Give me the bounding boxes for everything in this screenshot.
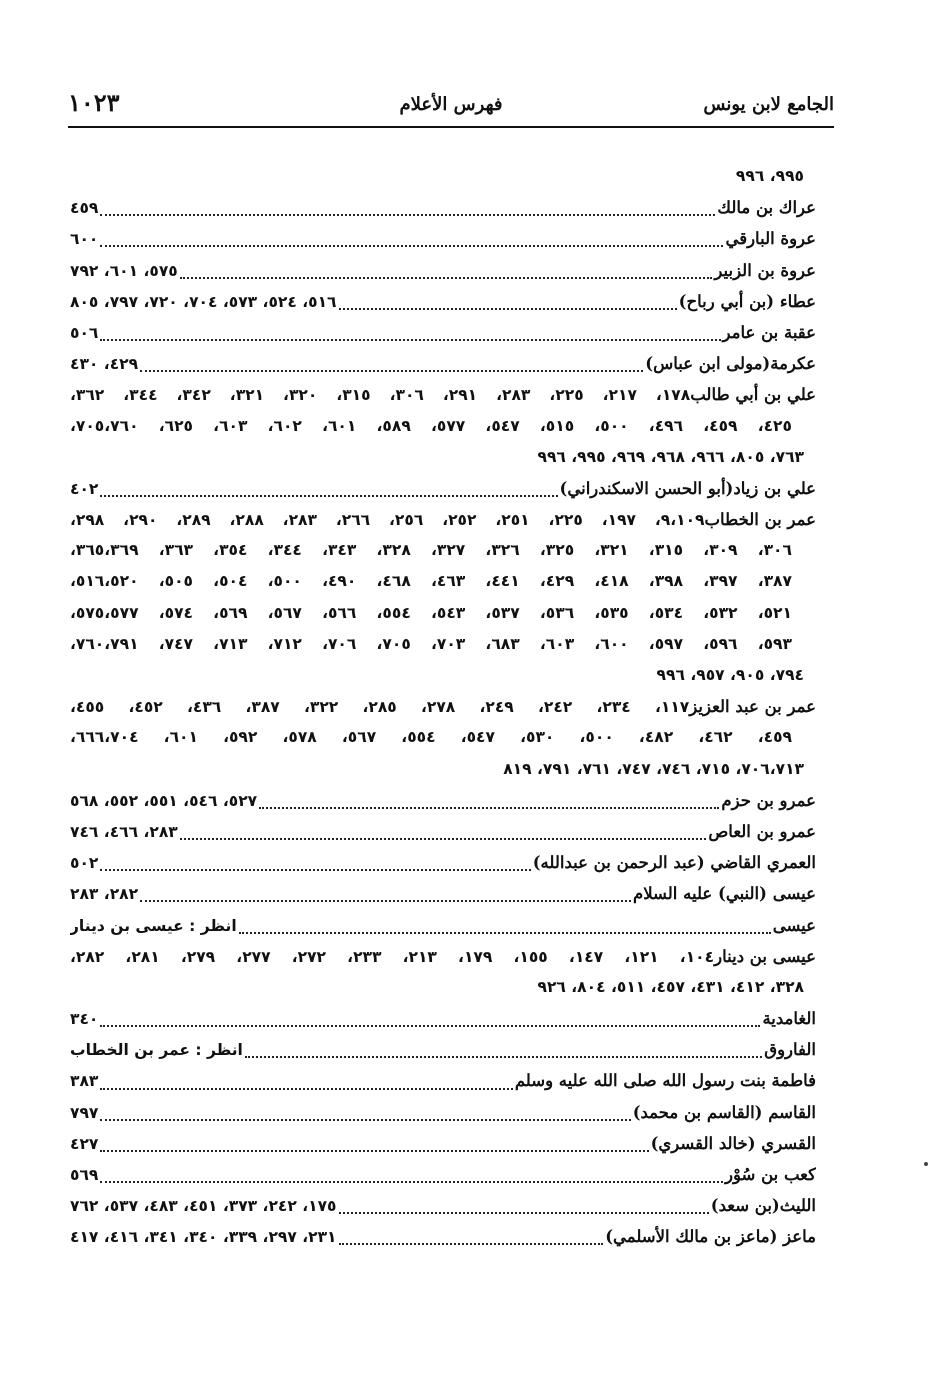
index-entry bbox=[70, 255, 816, 286]
entry-name: علي بن أبي طالب bbox=[690, 385, 816, 405]
entry-pages: ٥٠٢ bbox=[70, 854, 99, 873]
entry-pages: انظر : عيسى بن دينار bbox=[70, 916, 237, 935]
entry-pages: ٩٩٥، ٩٩٦ bbox=[735, 167, 804, 185]
entry-name: القسري (خالد القسري) bbox=[650, 1133, 816, 1153]
entry-pages: ٢٨٢، ٢٨٣ bbox=[70, 885, 139, 904]
entry-name: كعب بن سُوْر bbox=[725, 1165, 816, 1184]
index-entry bbox=[70, 941, 816, 972]
index-entry bbox=[70, 1128, 816, 1159]
entry-pages: ٧٩٧ bbox=[70, 1103, 99, 1122]
dot-leader bbox=[140, 369, 643, 372]
entry-name: علي بن زياد(أبو الحسن الاسكندراني) bbox=[559, 478, 816, 498]
dot-leader bbox=[245, 1055, 762, 1058]
index-entry bbox=[70, 1003, 816, 1034]
entry-name: عكرمة(مولى ابن عباس) bbox=[645, 354, 816, 374]
dot-leader bbox=[339, 1211, 709, 1214]
index-entry bbox=[70, 1097, 816, 1128]
index-entry-continuation bbox=[70, 566, 816, 597]
entry-pages: ٤٢٥، ٤٥٩، ٤٩٦، ٥٠٠، ٥١٥، ٥٤٧، ٥٧٧، ٥٨٩، ٦٠١، ٦٠٢، ٦٠٣، ٦٢٥، ٧٠٥،٧٦٠، bbox=[70, 416, 792, 435]
dot-leader bbox=[180, 276, 713, 279]
entry-pages: ٥٩٣، ٥٩٦، ٥٩٧، ٦٠٠، ٦٠٣، ٦٨٣، ٧٠٣، ٧٠٥، ٧٠٦، ٧١٢، ٧١٣، ٧٤٧، ٧٦٠،٧٩١، bbox=[70, 634, 792, 653]
entry-pages: ٣٢٨، ٤١٢، ٤٣١، ٤٥٧، ٥١١، ٨٠٤، ٩٢٦ bbox=[537, 977, 804, 996]
index-entry bbox=[70, 785, 816, 816]
entry-pages: ٥٧٥، ٦٠١، ٧٩٢ bbox=[70, 261, 178, 280]
index-entry-continuation bbox=[70, 629, 816, 660]
dot-leader bbox=[100, 213, 715, 216]
index-entry-continuation bbox=[70, 535, 816, 566]
entry-name: عمرو بن العاص bbox=[708, 821, 816, 841]
index-entry bbox=[70, 473, 816, 504]
entry-pages: ٤٥٩، ٤٦٢، ٤٨٢، ٥٠٠، ٥٣٠، ٥٤٧، ٥٥٤، ٥٦٧، ٥٧٨، ٥٩٢، ٦٠١، ٦٦٦،٧٠٤، bbox=[70, 728, 792, 747]
index-entry-continuation bbox=[70, 722, 816, 753]
dot-leader bbox=[100, 1118, 630, 1121]
entry-name: الغامدية bbox=[762, 1009, 816, 1029]
entry-pages: ٣٤٠ bbox=[70, 1010, 99, 1029]
index-entry bbox=[70, 816, 816, 847]
entry-name: عروة البارقي bbox=[725, 229, 816, 249]
entry-name: عطاء (بن أبي رباح) bbox=[678, 291, 816, 311]
entry-name: عراك بن مالك bbox=[717, 198, 816, 218]
dot-leader bbox=[339, 307, 677, 310]
entry-pages: ١٧٥، ٢٤٢، ٣٧٣، ٤٥١، ٤٨٣، ٥٣٧، ٧٦٢ bbox=[70, 1197, 337, 1216]
index-entry bbox=[70, 317, 816, 348]
dot-leader bbox=[100, 244, 723, 247]
dot-leader bbox=[100, 1087, 512, 1090]
entry-name: عيسى بن دينار bbox=[714, 946, 816, 966]
entry-pages: ٧٩٤، ٩٠٥، ٩٥٧، ٩٩٦ bbox=[656, 666, 804, 684]
index-entry-continuation bbox=[70, 161, 816, 192]
index-entry-continuation bbox=[70, 411, 816, 442]
entry-pages: ٣٠٦، ٣٠٩، ٣١٥، ٣٢١، ٣٢٥، ٣٢٦، ٣٢٧، ٣٢٨، ٣٤٣، ٣٤٤، ٣٥٤، ٣٦٣، ٣٦٥،٣٦٩، bbox=[70, 541, 792, 560]
entry-name: عمر بن الخطاب bbox=[704, 510, 816, 530]
section-title: فهرس الأعلام bbox=[399, 94, 503, 115]
entry-pages: ٣٨٣ bbox=[70, 1072, 99, 1091]
entry-pages: ٦٠٠ bbox=[70, 230, 99, 249]
index-entry bbox=[70, 1190, 816, 1221]
entry-pages: ٣٨٧، ٣٩٧، ٣٩٨، ٤١٨، ٤٢٩، ٤٤١، ٤٦٣، ٤٦٨، ٤٩٠، ٥٠٠، ٥٠٤، ٥٠٥، ٥١٦،٥٢٠، bbox=[70, 572, 792, 591]
entry-pages: ٤٠٢ bbox=[70, 479, 99, 498]
entry-pages: ٢٨٣، ٤٦٦، ٧٤٦ bbox=[70, 822, 178, 841]
entry-name: عيسى bbox=[772, 915, 816, 935]
entry-pages: ٢٣١، ٢٩٧، ٣٣٩، ٣٤٠، ٣٤١، ٤١٦، ٤١٧ bbox=[70, 1228, 337, 1247]
dot-leader bbox=[259, 806, 719, 809]
dot-leader bbox=[100, 494, 557, 497]
entry-name: فاطمة بنت رسول الله صلى الله عليه وسلم bbox=[514, 1071, 816, 1091]
entry-pages: ٩،١٠٩، ١٩٧، ٢٢٥، ٢٥١، ٢٥٢، ٢٥٦، ٢٦٦، ٢٨٣، ٢٨٨، ٢٨٩، ٢٩٠، ٢٩٨، bbox=[70, 511, 705, 530]
entry-pages: ١١٧، ٢٣٤، ٢٤٢، ٢٤٩، ٢٧٨، ٢٨٥، ٣٢٢، ٣٨٧، ٤٣٦، ٤٥٢، ٤٥٥، bbox=[70, 698, 690, 717]
entry-pages: ٥٢١، ٥٣٢، ٥٣٤، ٥٣٥، ٥٣٦، ٥٣٧، ٥٤٣، ٥٥٤، ٥٦٦، ٥٦٧، ٥٦٩، ٥٧٤، ٥٧٥،٥٧٧، bbox=[70, 603, 792, 622]
page-number: ١٠٢٣ bbox=[68, 88, 120, 117]
index-entry bbox=[70, 286, 816, 317]
entry-name: عيسى (النبي) عليه السلام bbox=[633, 884, 816, 904]
index-entry bbox=[70, 1221, 816, 1252]
entry-name: القاسم (القاسم بن محمد) bbox=[632, 1102, 816, 1122]
index-entry bbox=[70, 379, 816, 410]
entry-pages: ٥٢٧، ٥٤٦، ٥٥١، ٥٥٢، ٥٦٨ bbox=[70, 791, 258, 810]
names-index-list bbox=[70, 161, 816, 1253]
dot-leader bbox=[180, 837, 707, 840]
index-entry bbox=[70, 192, 816, 223]
dot-leader bbox=[239, 931, 771, 934]
index-entry bbox=[70, 504, 816, 535]
entry-name: عمر بن عبد العزيز bbox=[689, 697, 816, 717]
running-header bbox=[68, 88, 834, 122]
entry-pages: ٥٠٦ bbox=[70, 323, 99, 342]
entry-name: عروة بن الزبير bbox=[714, 260, 816, 280]
index-entry bbox=[70, 223, 816, 254]
entry-pages: ٤٢٧ bbox=[70, 1134, 99, 1153]
book-title: الجامع لابن يونس bbox=[703, 94, 834, 115]
index-entry-continuation bbox=[70, 754, 816, 785]
dot-leader bbox=[100, 1149, 648, 1152]
index-entry bbox=[70, 1065, 816, 1096]
entry-name: العمري القاضي (عبد الرحمن بن عبدالله) bbox=[532, 853, 816, 873]
entry-pages: ١٠٤، ١٢١، ١٤٧، ١٥٥، ١٧٩، ٢١٣، ٢٣٣، ٢٧٢، ٢٧٧، ٢٧٩، ٢٨١، ٢٨٢، bbox=[70, 947, 715, 966]
header-rule bbox=[68, 126, 834, 128]
entry-pages: ٧٦٣، ٨٠٥، ٩٦٦، ٩٦٨، ٩٦٩، ٩٩٥، ٩٩٦ bbox=[537, 447, 804, 466]
index-entry-continuation bbox=[70, 972, 816, 1003]
dot-leader bbox=[140, 899, 631, 902]
index-entry bbox=[70, 910, 816, 941]
dot-leader bbox=[100, 1180, 723, 1183]
dot-leader bbox=[100, 1024, 760, 1027]
index-entry-continuation bbox=[70, 598, 816, 629]
index-entry bbox=[70, 878, 816, 909]
index-entry bbox=[70, 1034, 816, 1065]
index-entry bbox=[70, 847, 816, 878]
entry-pages: ١٧٨، ٢١٧، ٢٢٥، ٢٨٣، ٢٩١، ٣٠٦، ٣١٥، ٣٢٠، ٣٢١، ٣٤٢، ٣٤٤، ٣٦٢، bbox=[70, 386, 691, 405]
scan-speck bbox=[924, 1162, 928, 1166]
entry-pages: ٧٠٦،٧١٣، ٧١٥، ٧٤٦، ٧٤٧، ٧٦١، ٧٩١، ٨١٩ bbox=[503, 759, 804, 778]
entry-name: عمرو بن حزم bbox=[721, 790, 816, 810]
entry-pages: ٤٥٩ bbox=[70, 199, 99, 218]
entry-name: الفاروق bbox=[764, 1040, 816, 1060]
entry-name: ماعز (ماعز بن مالك الأسلمي) bbox=[605, 1227, 816, 1247]
index-entry bbox=[70, 348, 816, 379]
entry-pages: ٥١٦، ٥٢٤، ٥٧٣، ٧٠٤، ٧٢٠، ٧٩٧، ٨٠٥ bbox=[70, 292, 337, 311]
entry-pages: انظر : عمر بن الخطاب bbox=[70, 1041, 243, 1060]
entry-pages: ٥٦٩ bbox=[70, 1166, 99, 1184]
index-entry bbox=[70, 691, 816, 722]
dot-leader bbox=[100, 868, 530, 871]
entry-name: عقبة بن عامر bbox=[722, 322, 816, 342]
index-entry-continuation bbox=[70, 442, 816, 473]
index-entry-continuation bbox=[70, 660, 816, 691]
dot-leader bbox=[100, 338, 720, 341]
dot-leader bbox=[339, 1242, 604, 1245]
index-entry bbox=[70, 1159, 816, 1190]
entry-pages: ٤٢٩، ٤٣٠ bbox=[70, 355, 139, 374]
entry-name: الليث(بن سعد) bbox=[710, 1196, 816, 1216]
